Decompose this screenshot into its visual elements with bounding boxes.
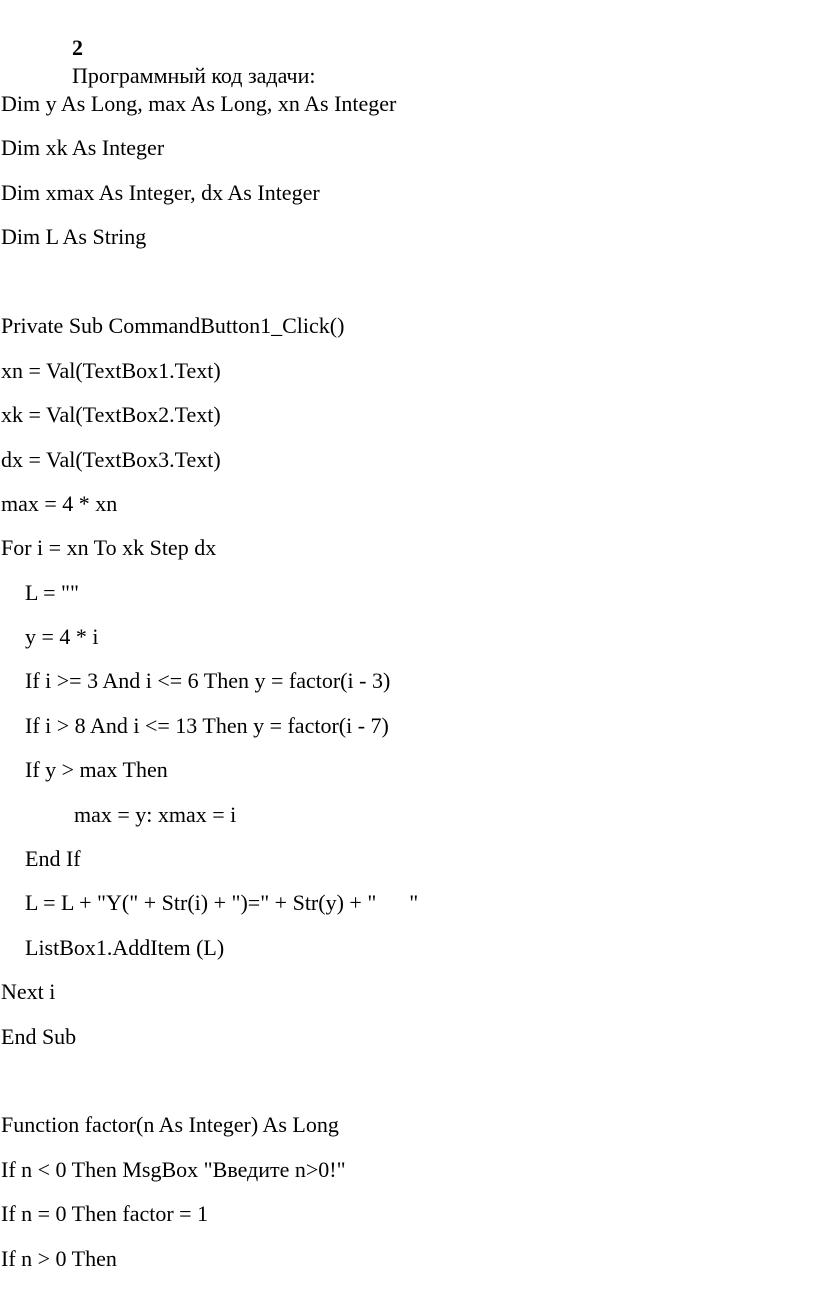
code-line: Dim xk As Integer xyxy=(1,135,165,160)
code-line: max = y: xmax = i xyxy=(74,802,237,827)
code-line: max = 4 * xn xyxy=(1,491,118,516)
section-title: Программный код задачи: xyxy=(72,63,316,88)
code-line: Function factor(n As Integer) As Long xyxy=(1,1112,339,1137)
code-line: Next i xyxy=(1,979,56,1004)
code-line: End Sub xyxy=(1,1024,77,1049)
code-line: If i >= 3 And i <= 6 Then y = factor(i - 3) xyxy=(25,668,391,693)
code-line: If n = 0 Then factor = 1 xyxy=(1,1201,209,1226)
code-line: xk = Val(TextBox2.Text) xyxy=(1,402,221,427)
code-line: ListBox1.AddItem (L) xyxy=(25,935,225,960)
code-line: L = "" xyxy=(25,580,79,605)
code-line: If n > 0 Then xyxy=(1,1246,117,1271)
code-line: End If xyxy=(25,846,81,871)
code-line: If n < 0 Then MsgBox "Введите n>0!" xyxy=(1,1157,346,1182)
code-line: Dim xmax As Integer, dx As Integer xyxy=(1,180,320,205)
code-line: If y > max Then xyxy=(25,757,168,782)
code-line: Dim y As Long, max As Long, xn As Integer xyxy=(1,91,397,116)
code-line: If i > 8 And i <= 13 Then y = factor(i - 7) xyxy=(25,713,389,738)
code-line: xn = Val(TextBox1.Text) xyxy=(1,358,221,383)
code-line: L = L + "Y(" + Str(i) + ")=" + Str(y) + " " xyxy=(25,890,419,915)
code-line: For i = xn To xk Step dx xyxy=(1,535,217,560)
code-line: dx = Val(TextBox3.Text) xyxy=(1,447,221,472)
code-line: y = 4 * i xyxy=(25,624,99,649)
code-line: Private Sub CommandButton1_Click() xyxy=(1,313,345,338)
section-number: 2 xyxy=(72,35,83,60)
code-line: Dim L As String xyxy=(1,224,147,249)
